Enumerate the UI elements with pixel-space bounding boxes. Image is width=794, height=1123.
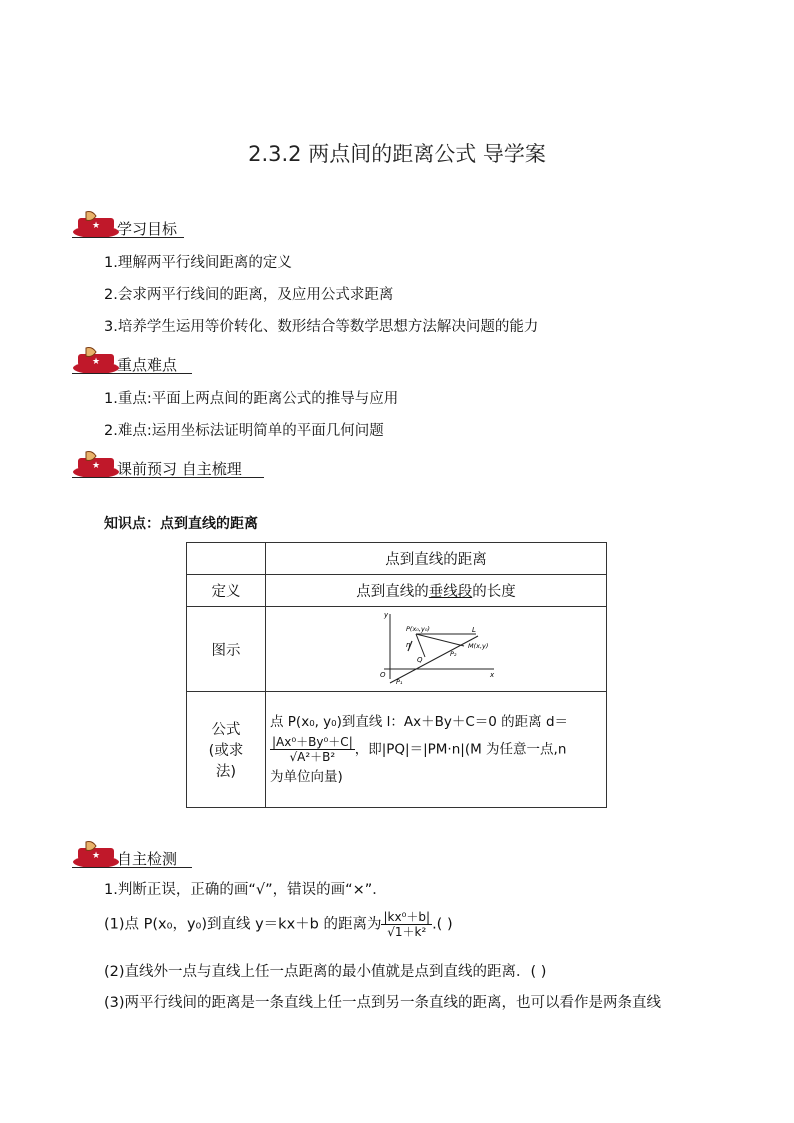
key-item: 1.重点:平面上两点间的距离公式的推导与应用	[104, 391, 399, 407]
fig-label-y: y	[384, 611, 389, 619]
fig-label-x: x	[490, 671, 495, 679]
fig-label-o: O	[380, 671, 386, 679]
fig-label-p1: P₁	[396, 678, 403, 686]
perpendicular-term: 垂线段	[428, 584, 473, 600]
section-key-label: 重点难点	[117, 356, 178, 374]
fig-label-l: L	[472, 626, 476, 634]
check-question-2: (2)直线外一点与直线上任一点距离的最小值就是点到直线的距离．( )	[104, 964, 547, 980]
row-def-label: 定义	[187, 575, 266, 607]
row-formula-value: 点 P(x₀, y₀)到直线 l：Ax＋By＋C＝0 的距离 d＝ $\frac{\text{|Ax⁰＋By⁰＋C|}}{\text{√A²＋B²}}$ ，即|PQ|＝|PM·n|(M 为任意一点,n 为单位向量)	[266, 692, 607, 808]
goal-item: 3.培养学生运用等价转化、数形结合等数学思想方法解决问题的能力	[104, 319, 539, 335]
check-intro: 1.判断正误，正确的画“√”，错误的画“×”．	[104, 882, 387, 898]
goal-item: 2.会求两平行线间的距离，及应用公式求距离	[104, 287, 394, 303]
section-underline	[72, 867, 192, 868]
distance-diagram	[376, 611, 496, 687]
section-underline	[72, 237, 184, 238]
row-def-value: 点到直线的垂线段的长度	[266, 575, 607, 607]
line-l	[390, 636, 478, 683]
knowledge-heading: 知识点：点到直线的距离	[104, 516, 258, 532]
fig-label-p: P(x₀,y₀)	[406, 625, 430, 633]
section-underline	[72, 477, 264, 478]
row-formula-label: 公式 (或求 法)	[187, 692, 266, 808]
goal-item: 1.理解两平行线间距离的定义	[104, 255, 292, 271]
svg-text:★: ★	[91, 851, 101, 861]
distance-fraction: $\frac{\text{|Ax⁰＋By⁰＋C|}}{\text{√A²＋B²}}$	[272, 735, 353, 764]
section-underline	[72, 373, 192, 374]
perpendicular-pq	[416, 634, 425, 657]
check-question-1: (1)点 P(x₀，y₀)到直线 y＝kx＋b 的距离为 $\frac{\text{|kx⁰＋b|}}{\text{√1＋k²}}$ .( )	[104, 910, 453, 939]
segment-p-m	[416, 634, 464, 646]
svg-text:★: ★	[91, 357, 101, 367]
q1-fraction: $\frac{\text{|kx⁰＋b|}}{\text{√1＋k²}}$	[383, 910, 431, 939]
row-fig-cell	[266, 607, 607, 692]
page-title: 2.3.2 两点间的距离公式 导学案	[248, 142, 546, 166]
section-badge-icon	[72, 450, 120, 480]
section-goals-label: 学习目标	[117, 220, 178, 238]
fig-label-n: n	[406, 641, 411, 649]
fig-label-q: Q	[417, 656, 423, 664]
section-badge-icon	[72, 210, 120, 240]
section-check-label: 自主检测	[117, 850, 178, 868]
section-badge-icon	[72, 840, 120, 870]
svg-text:★: ★	[91, 221, 101, 231]
fig-label-m: M(x,y)	[468, 642, 489, 650]
knowledge-table	[186, 542, 607, 808]
svg-text:★: ★	[91, 461, 101, 471]
table-header: 点到直线的距离	[266, 543, 607, 575]
key-item: 2.难点:运用坐标法证明简单的平面几何问题	[104, 423, 384, 439]
row-fig-label: 图示	[187, 607, 266, 692]
table-corner	[187, 543, 266, 575]
section-badge-icon	[72, 346, 120, 376]
section-preview-label: 课前预习 自主梳理	[117, 460, 242, 478]
check-question-3: (3)两平行线间的距离是一条直线上任一点到另一条直线的距离，也可以看作是两条直线	[104, 995, 662, 1011]
fig-label-p2: P₂	[450, 650, 457, 658]
